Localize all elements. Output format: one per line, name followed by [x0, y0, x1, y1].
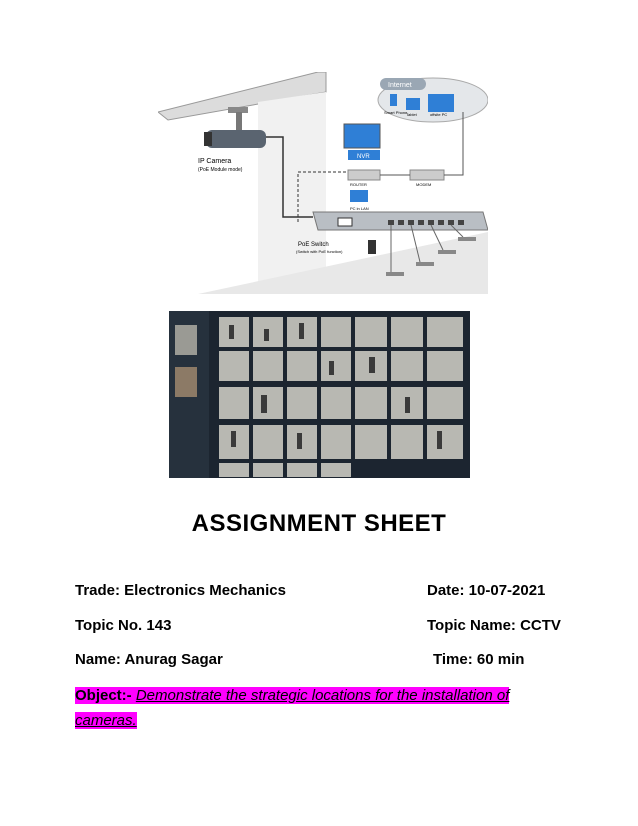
date-field: Date: 10-07-2021	[427, 582, 546, 599]
topic-number-field: Topic No. 143	[75, 617, 172, 634]
smartphone-label: Smart Phone	[384, 110, 408, 115]
switch-sublabel: (Switch with PoE function)	[296, 249, 343, 254]
switch-label: PoE Switch	[298, 242, 329, 248]
cctv-network-diagram	[158, 72, 488, 294]
cctv-monitor-wall-photo	[169, 311, 470, 478]
camera-label: IP Camera	[198, 158, 232, 165]
object-text: Demonstrate the strategic locations for the installation of	[135, 687, 510, 704]
object-label: Object:-	[75, 687, 132, 704]
object-statement	[75, 683, 545, 733]
name-field: Name: Anurag Sagar	[75, 651, 223, 668]
trade-field: Trade: Electronics Mechanics	[75, 582, 286, 599]
router-label: ROUTER	[350, 182, 367, 187]
page-title: ASSIGNMENT SHEET	[191, 510, 447, 537]
modem-label: MODEM	[416, 182, 432, 187]
internet-label: Internet	[388, 82, 412, 89]
tablet-label: Tablet	[406, 112, 417, 117]
topic-name-field: Topic Name: CCTV	[427, 617, 561, 634]
offsite-pc-label: offsite PC	[430, 112, 448, 117]
nvr-label: NVR	[357, 154, 370, 160]
camera-sublabel: (PoE Module mode)	[198, 167, 243, 173]
lan-pc-label: PC in LAN	[350, 206, 369, 211]
object-text-continued: cameras.	[75, 712, 137, 729]
time-field: Time: 60 min	[433, 651, 525, 668]
